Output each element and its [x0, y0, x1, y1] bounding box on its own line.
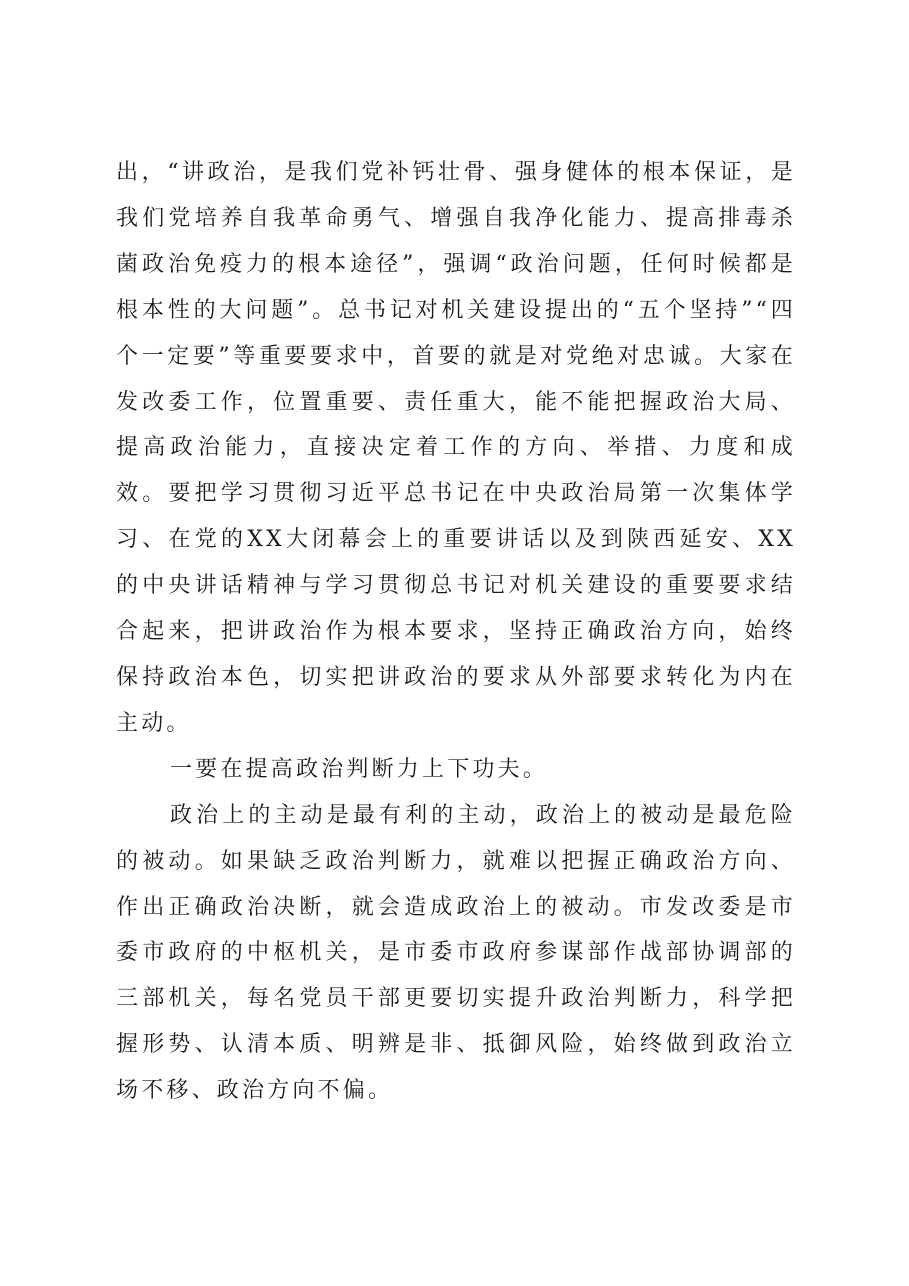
body-paragraph: 出，“讲政治，是我们党补钙壮骨、强身健体的根本保证，是我们党培养自我革命勇气、增强自我净化能力、提高排毒杀菌政治免疫力的根本途径”，强调“政治问题，任何时候都是根本性的大问题”。总书记对机关建设提出的“五个坚持”“四个一定要”等重要要求中，首要的就是对党绝对忠诚。大家在发改委工作，位置重要、责任重大，能不能把握政治大局、提高政治能力，直接决定着工作的方向、举措、力度和成效。要把学习贯彻习近平总书记在中央政治局第一次集体学习、在党的XX大闭幕会上的重要讲话以及到陕西延安、XX的中央讲话精神与学习贯彻总书记对机关建设的重要要求结合起来，把讲政治作为根本要求，坚持正确政治方向，始终保持政治本色，切实把讲政治的要求从外部要求转化为内在主动。	[116, 160, 796, 736]
section-heading: 一要在提高政治判断力上下功夫。	[170, 756, 549, 782]
body-paragraph: 政治上的主动是最有利的主动，政治上的被动是最危险的被动。如果缺乏政治判断力，就难以把握正确政治方向、作出正确政治决断，就会造成政治上的被动。市发改委是市委市政府的中枢机关，是市委市政府参谋部作战部协调部的三部机关，每名党员干部更要切实提升政治判断力，科学把握形势、认清本质、明辨是非、抵御风险，始终做到政治立场不移、政治方向不偏。	[116, 802, 796, 1104]
document-body	[116, 150, 796, 1114]
